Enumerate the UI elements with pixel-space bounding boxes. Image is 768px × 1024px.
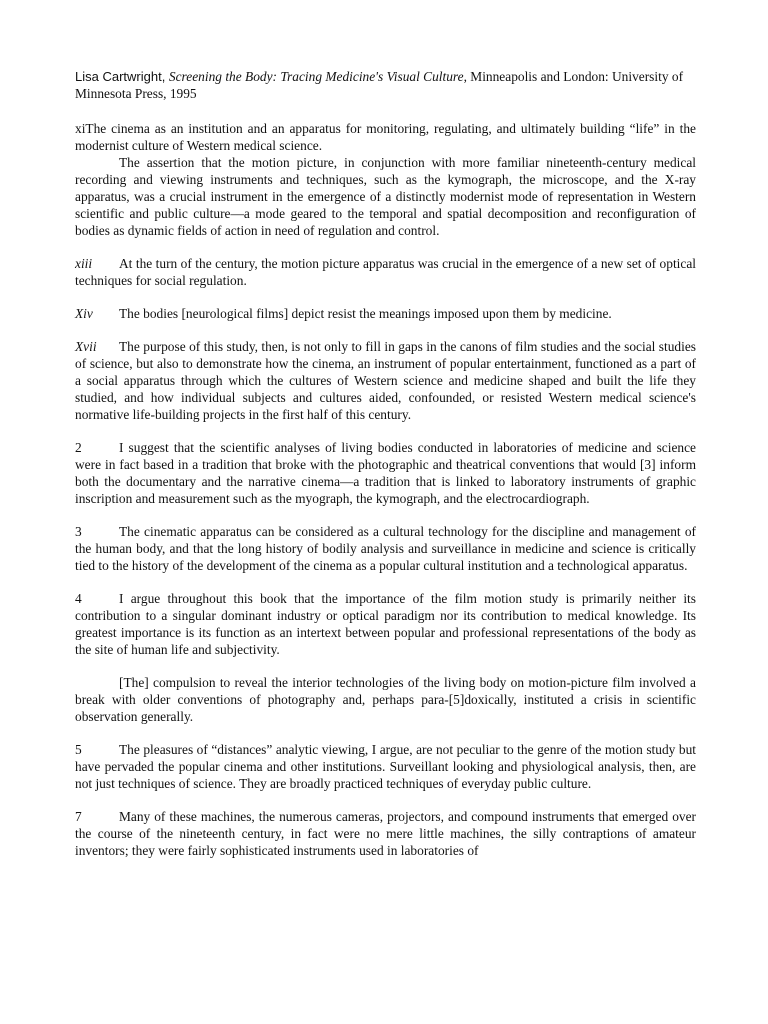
- page-number: xiii: [75, 256, 93, 271]
- entry-xiv: [75, 305, 696, 322]
- entry-5: [75, 741, 696, 792]
- citation-publisher: , Minneapolis and London: University of Minnesota Press, 1995: [75, 69, 684, 101]
- entry-xi: [75, 120, 696, 239]
- entry-text: The bodies [neurological films] depict resist the meanings imposed upon them by medicine.: [119, 306, 612, 321]
- entry-text: The pleasures of “distances” analytic viewing, I argue, are not peculiar to the genre of the motion study but have pervaded the popular cinema and other institutions. Surveillant looking and physiological analysis, then, are not just techniques of science. They are broadly practiced techniques of everyday public culture.: [75, 742, 696, 791]
- entry-text: Many of these machines, the numerous cameras, projectors, and compound instruments that emerged over the course of the nineteenth century, in fact were no mere little machines, the silly contraptions of amateur inventors; they were fairly sophisticated instruments used in laboratories of: [75, 809, 696, 858]
- page-number: 3: [75, 524, 82, 539]
- entry-4: [75, 590, 696, 658]
- entry-7: [75, 808, 696, 859]
- entry-3: [75, 523, 696, 574]
- page-number: 5: [75, 742, 82, 757]
- entry-text: At the turn of the century, the motion picture apparatus was crucial in the emergence of a new set of optical techniques for social regulation.: [75, 256, 696, 288]
- entry-text: The cinematic apparatus can be considered as a cultural technology for the discipline and management of the human body, and that the long history of bodily analysis and surveillance in medicine and science is critically tied to the history of the development of the cinema as a popular cultural institution and a technological apparatus.: [75, 524, 696, 573]
- page-number: 4: [75, 591, 82, 606]
- citation-title: Screening the Body: Tracing Medicine's Visual Culture: [168, 69, 464, 84]
- citation-author: Lisa Cartwright,: [75, 69, 169, 84]
- entry-text: xiThe cinema as an institution and an apparatus for monitoring, regulating, and ultimately building “life” in the modernist culture of Western medical science.: [75, 121, 696, 153]
- entry-2: [75, 439, 696, 507]
- entry-text: I argue throughout this book that the importance of the film motion study is primarily neither its contribution to a singular dominant industry or optical paradigm nor its contribution to medical knowledge. Its greatest importance is its function as an intertext between popular and professional representations of the body as the site of human life and subjectivity.: [75, 591, 696, 657]
- entry-text: I suggest that the scientific analyses of living bodies conducted in laboratories of medicine and science were in fact based in a tradition that broke with the photographic and theatrical conventions that would [3] inform both the documentary and the narrative cinema—a tradition that is linked to laboratory instruments of graphic inscription and measurement such as the myograph, the kymograph, and the electrocardiograph.: [75, 440, 696, 506]
- entry-xvii: [75, 338, 696, 423]
- entry-continuation: The assertion that the motion picture, in conjunction with more familiar nineteenth-century medical recording and viewing instruments and techniques, such as the kymograph, the microscope, and the X-ray apparatus, was a crucial instrument in the emergence of a distinctly modernist mode of representation in Western scientific and public culture—a mode geared to the temporal and spatial decomposition and reconfiguration of bodies as dynamic fields of action in need of regulation and control.: [75, 155, 696, 238]
- page-number: 2: [75, 440, 82, 455]
- entry-text: The purpose of this study, then, is not only to fill in gaps in the canons of film studies and the social studies of science, but also to demonstrate how the cinema, an instrument of popular entertainment, functioned as a part of a social apparatus through which the cultures of Western science and medicine shaped and built the life they studied, and how individual subjects and cultures aided, confounded, or resisted Western medical science's normative life-building projects in the first half of this century.: [75, 339, 696, 422]
- page-number: Xvii: [75, 339, 97, 354]
- citation: [75, 68, 696, 102]
- page-number: 7: [75, 809, 82, 824]
- block-quote: [The] compulsion to reveal the interior technologies of the living body on motion-picture film involved a break with older conventions of photography and, perhaps para-[5]doxically, instituted a crisis in scientific observation generally.: [75, 675, 696, 724]
- page-number: xi: [75, 121, 86, 136]
- page-number: Xiv: [75, 306, 93, 321]
- entry-xiii: [75, 255, 696, 289]
